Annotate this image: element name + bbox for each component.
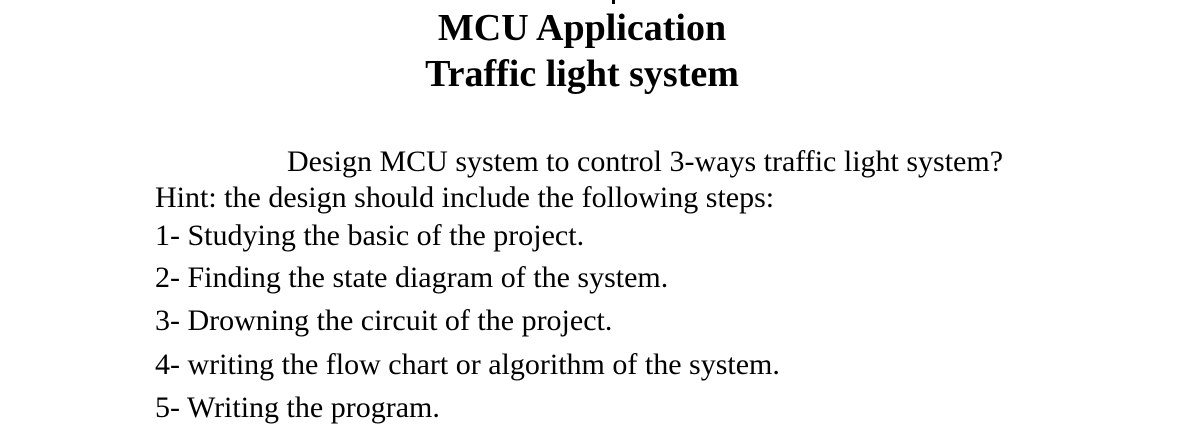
step-item: 5- Writing the program. xyxy=(155,391,440,424)
cropped-text-fragment xyxy=(612,0,615,4)
step-item: 4- writing the flow chart or algorithm of the system. xyxy=(155,348,780,381)
document-subtitle: Traffic light system xyxy=(425,53,739,95)
step-item: 1- Studying the basic of the project. xyxy=(155,219,585,252)
step-item: 2- Finding the state diagram of the system. xyxy=(155,261,669,294)
document-title: MCU Application xyxy=(437,7,727,49)
hint-text: Hint: the design should include the following steps: xyxy=(155,181,775,214)
step-item: 3- Drowning the circuit of the project. xyxy=(155,304,613,337)
question-text: Design MCU system to control 3-ways traffic light system? xyxy=(287,145,1004,178)
